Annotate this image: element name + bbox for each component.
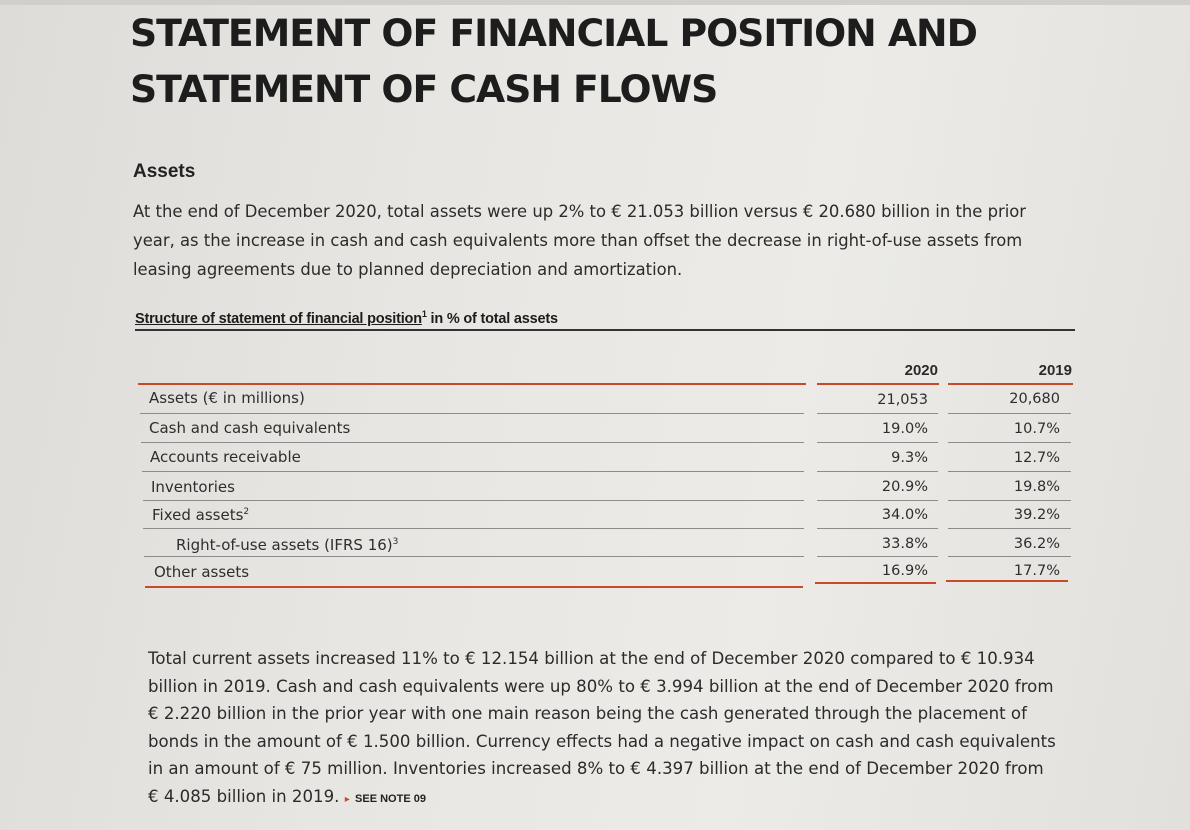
row-divider (817, 556, 938, 557)
table-cell-2019: 39.2% (1013, 507, 1060, 523)
header-rule-2020 (817, 383, 939, 385)
row-divider (948, 556, 1071, 557)
table-row-label: Fixed assets$^2$ (152, 506, 250, 524)
page-title-line-1: STATEMENT OF FINANCIAL POSITION AND (130, 12, 977, 55)
table-row-label: Accounts receivable (150, 448, 301, 466)
table-cell-2020: 21,053 (877, 392, 928, 408)
table-cell-2020: 20.9% (881, 479, 928, 495)
row-divider (817, 442, 938, 443)
see-note-arrow-icon: ▸ (344, 793, 350, 805)
table-row-label: Other assets (154, 563, 250, 581)
row-divider (144, 556, 804, 557)
table-cell-2019: 17.7% (1013, 563, 1060, 579)
top-rule (0, 0, 1190, 5)
structure-table-title-rest: in % of total assets (426, 310, 558, 327)
table-cell-2019: 19.8% (1013, 479, 1060, 495)
table-cell-2019: 12.7% (1013, 450, 1060, 466)
row-divider (817, 500, 938, 501)
row-divider (817, 528, 938, 529)
assets-heading: Assets (133, 161, 196, 182)
structure-table-title-rule (135, 329, 1075, 331)
structure-table-title (135, 309, 558, 327)
row-divider (142, 471, 804, 472)
table-row-label: Cash and cash equivalents (149, 419, 351, 437)
row-divider (948, 413, 1071, 414)
page-title (130, 6, 1150, 118)
table-cell-2020: 33.8% (881, 536, 928, 552)
row-divider (143, 500, 804, 501)
table-cell-2019: 10.7% (1013, 421, 1060, 437)
assets-intro-paragraph: At the end of December 2020, total assets were up 2% to € 21.053 billion versus € 20.680 billion in the prior year, as the increase in cash and cash equivalents more than offset the decrease in right-of-use assets from leasing agreements due to planned depreciation and amortization. (133, 202, 1027, 279)
table-bottom-rule-label (145, 586, 803, 588)
structure-table-title-main: Structure of statement of financial position (135, 310, 422, 327)
see-note-link[interactable]: SEE NOTE 09 (355, 792, 426, 805)
header-rule-label (138, 383, 806, 385)
row-divider (948, 528, 1071, 529)
summary-text: Total current assets increased 11% to € 12.154 billion at the end of December 2020 compared to € 10.934 billion in 2019. Cash and cash equivalents were up 80% to € 3.994 billion at the end of December 2020 from € 2.220 billion in the prior year with one main reason being the cash generated through the placement of bonds in the amount of € 1.500 billion. Currency effects had a negative impact on cash and cash equivalents in an amount of € 75 million. Inventories increased 8% to € 4.397 billion at the end of December 2020 from € 4.085 billion in 2019. (148, 649, 1056, 806)
row-divider (141, 442, 804, 443)
summary-paragraph (148, 645, 1058, 813)
row-divider (948, 471, 1071, 472)
table-cell-2020: 34.0% (881, 507, 928, 523)
row-divider (143, 528, 804, 529)
row-divider (948, 442, 1071, 443)
page-title-line-2: STATEMENT OF CASH FLOWS (130, 68, 718, 111)
table-bottom-rule-2019 (946, 580, 1068, 582)
table-cell-2019: 36.2% (1013, 536, 1060, 552)
structure-table-title-footnote: 1 (421, 309, 427, 319)
table-cell-2019: 20,680 (1009, 391, 1060, 407)
table-row-label: Inventories (151, 478, 235, 496)
table-row-label: Right-of-use assets (IFRS 16)$^3$ (176, 536, 399, 554)
column-header-2019: 2019 (1038, 362, 1072, 379)
row-divider (140, 413, 804, 414)
row-divider (817, 413, 938, 414)
table-cell-2020: 9.3% (891, 450, 928, 466)
table-row-label: Assets (€ in millions) (149, 389, 305, 407)
column-header-2020: 2020 (904, 362, 938, 379)
table-cell-2020: 16.9% (881, 563, 928, 579)
row-divider (948, 500, 1071, 501)
row-divider (817, 471, 938, 472)
table-bottom-rule-2020 (815, 582, 936, 584)
table-cell-2020: 19.0% (881, 421, 928, 437)
header-rule-2019 (948, 383, 1073, 385)
